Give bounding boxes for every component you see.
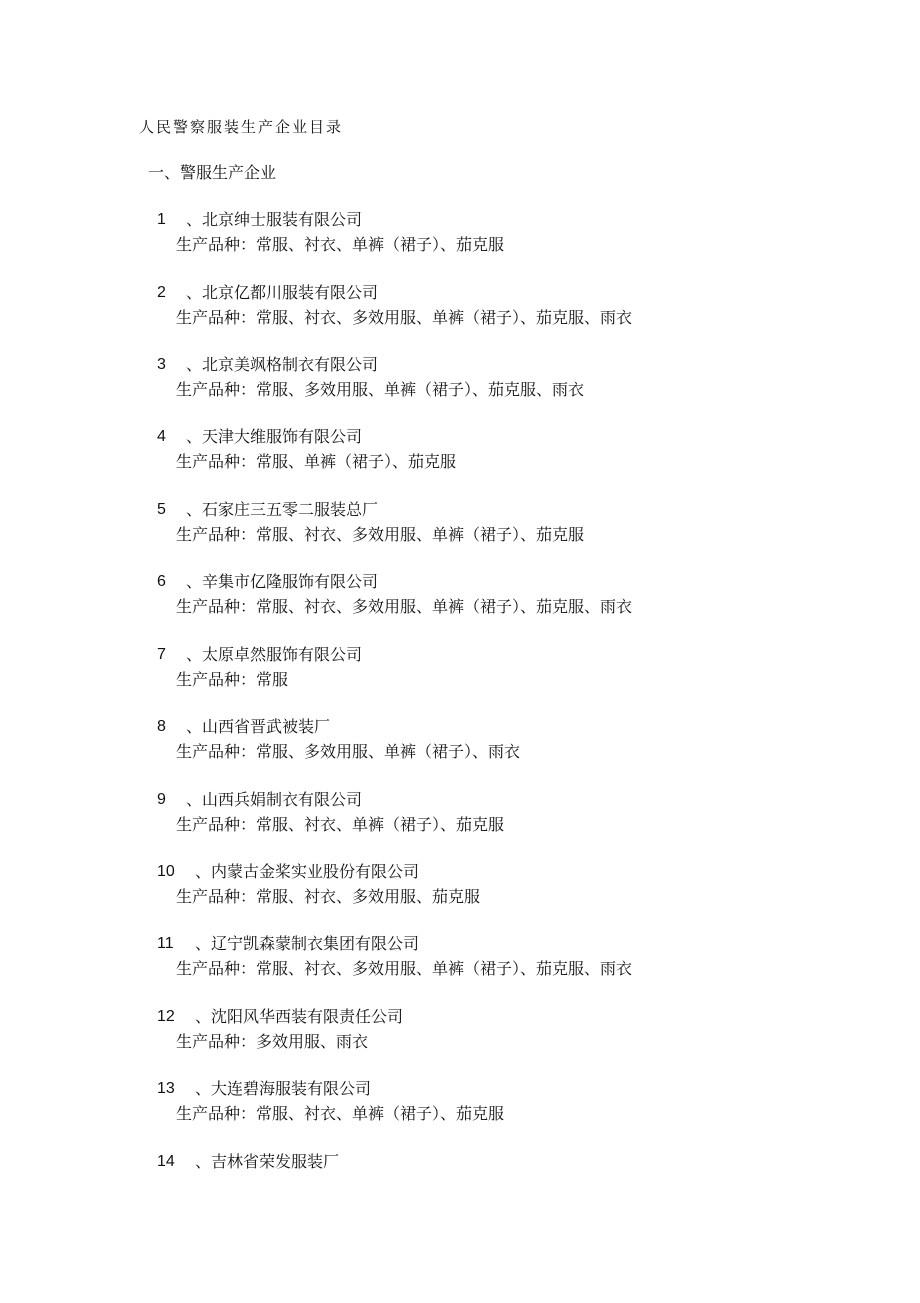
company-name: 、辽宁凯森蒙制衣集团有限公司 <box>195 934 420 953</box>
entry-number: 4 <box>157 428 166 445</box>
company-name: 、内蒙古金桨实业股份有限公司 <box>195 862 420 881</box>
company-entry <box>0 1150 920 1210</box>
company-entry <box>0 208 920 268</box>
page-title: 人民警察服装生产企业目录 <box>139 118 344 136</box>
product-list: 生产品种：常服、衬衣、单裤（裙子）、茄克服 <box>176 815 505 834</box>
company-name: 、山西兵娟制衣有限公司 <box>186 790 363 809</box>
entry-number: 14 <box>157 1153 175 1170</box>
entry-number: 11 <box>157 935 174 952</box>
company-name: 、大连碧海服装有限公司 <box>195 1079 372 1098</box>
company-entry <box>0 570 920 630</box>
company-entry <box>0 498 920 558</box>
company-name: 、北京亿都川服装有限公司 <box>186 283 379 302</box>
company-name: 、石家庄三五零二服装总厂 <box>186 500 379 519</box>
company-entry <box>0 353 920 413</box>
entry-number: 12 <box>157 1008 175 1025</box>
entry-number: 9 <box>157 791 166 808</box>
company-entry <box>0 788 920 848</box>
company-name: 、辛集市亿隆服饰有限公司 <box>186 572 379 591</box>
entry-number: 13 <box>157 1080 175 1097</box>
company-entry <box>0 1005 920 1065</box>
entry-number: 3 <box>157 356 166 373</box>
company-entry <box>0 1077 920 1137</box>
company-name: 、山西省晋武被装厂 <box>186 717 331 736</box>
product-list: 生产品种：常服 <box>176 670 289 689</box>
product-list: 生产品种：常服、衬衣、单裤（裙子）、茄克服 <box>176 1104 505 1123</box>
company-name: 、北京美飒格制衣有限公司 <box>186 355 379 374</box>
section-heading: 一、警服生产企业 <box>148 163 277 182</box>
product-list: 生产品种：常服、衬衣、多效用服、单裤（裙子）、茄克服、雨衣 <box>176 959 633 978</box>
product-list: 生产品种：常服、多效用服、单裤（裙子）、茄克服、雨衣 <box>176 380 585 399</box>
product-list: 生产品种：常服、衬衣、多效用服、茄克服 <box>176 887 481 906</box>
entry-number: 2 <box>157 284 166 301</box>
product-list: 生产品种：常服、衬衣、多效用服、单裤（裙子）、茄克服、雨衣 <box>176 308 633 327</box>
entry-number: 8 <box>157 718 166 735</box>
company-name: 、太原卓然服饰有限公司 <box>186 645 363 664</box>
company-name: 、沈阳风华西装有限责任公司 <box>195 1007 404 1026</box>
product-list: 生产品种：常服、多效用服、单裤（裙子）、雨衣 <box>176 742 521 761</box>
company-entry <box>0 932 920 992</box>
company-entry <box>0 715 920 775</box>
entry-number: 1 <box>157 211 166 228</box>
company-name: 、天津大维服饰有限公司 <box>186 427 363 446</box>
entry-number: 10 <box>157 863 175 880</box>
company-entry <box>0 860 920 920</box>
product-list: 生产品种：常服、衬衣、多效用服、单裤（裙子）、茄克服 <box>176 525 585 544</box>
product-list: 生产品种：常服、单裤（裙子）、茄克服 <box>176 452 457 471</box>
company-name: 、北京绅士服装有限公司 <box>186 210 363 229</box>
company-entry <box>0 425 920 485</box>
company-entry <box>0 643 920 703</box>
entry-number: 7 <box>157 646 166 663</box>
company-name: 、吉林省荣发服装厂 <box>195 1152 340 1171</box>
entry-number: 6 <box>157 573 166 590</box>
product-list: 生产品种：多效用服、雨衣 <box>176 1032 369 1051</box>
company-entry <box>0 281 920 341</box>
entry-number: 5 <box>157 501 166 518</box>
product-list: 生产品种：常服、衬衣、多效用服、单裤（裙子）、茄克服、雨衣 <box>176 597 633 616</box>
product-list: 生产品种：常服、衬衣、单裤（裙子）、茄克服 <box>176 235 505 254</box>
